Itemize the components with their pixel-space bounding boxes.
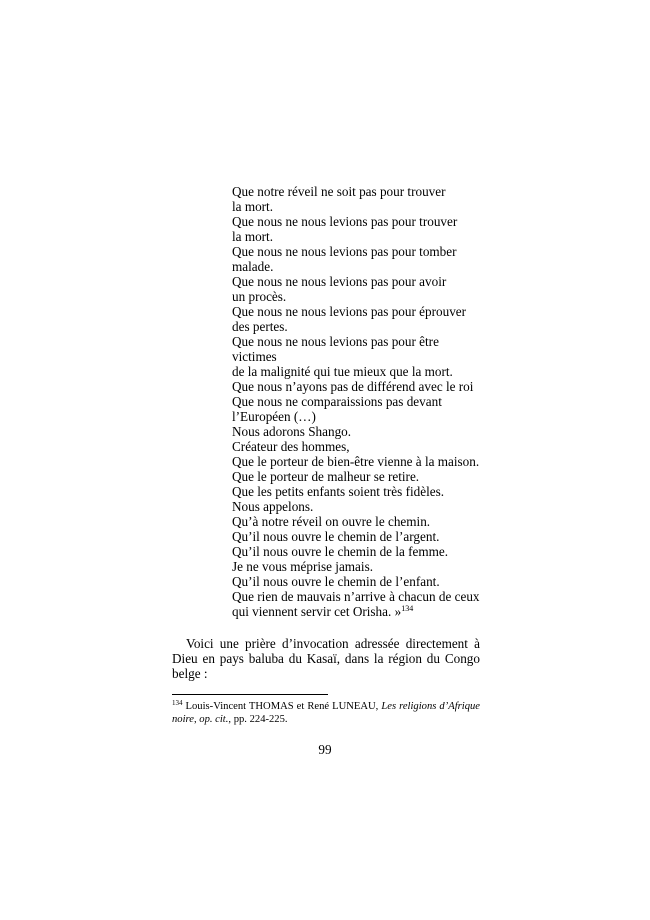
poem-line: Que nous ne nous levions pas pour être (232, 334, 439, 349)
footnote: $^{134}$ Louis-Vincent THOMAS et René LUNEAU, Les religions d’Afrique noire, op. cit., pp. 224-225. (172, 699, 480, 725)
poem-line: de la malignité qui tue mieux que la mort. (232, 364, 453, 379)
poem-line: Qu’à notre réveil on ouvre le chemin. (232, 514, 431, 529)
poem-line: Que le porteur de bien-être vienne à la maison. (232, 454, 480, 469)
footnote-op-cit: op. cit. (199, 714, 229, 725)
poem-line: Qu’il nous ouvre le chemin de l’enfant. (232, 574, 440, 589)
poem-line: la mort. (232, 229, 274, 244)
poem-line: victimes (232, 349, 277, 364)
footnote-author: Louis-Vincent THOMAS et René LUNEAU, (185, 701, 379, 712)
poem-line: Que rien de mauvais n’arrive à chacun de ceux (232, 589, 480, 604)
poem-line: Que nous ne nous levions pas pour avoir (232, 274, 447, 289)
poem-line: Que nous ne nous levions pas pour trouver (232, 214, 458, 229)
poem-line: des pertes. (232, 319, 288, 334)
poem-last-line (232, 604, 492, 619)
poem-line: Qu’il nous ouvre le chemin de la femme. (232, 544, 449, 559)
poem-line: Que nous n’ayons pas de différend avec le roi (232, 379, 474, 394)
footnote-number: 134 (172, 699, 183, 707)
poem-line: Créateur des hommes, (232, 439, 350, 454)
page-number: 99 (318, 742, 332, 757)
footnote-reference[interactable]: 134 (401, 604, 414, 613)
footnote-title: Les religions d’Afrique noire (172, 701, 480, 725)
poem-line: Qu’il nous ouvre le chemin de l’argent. (232, 529, 440, 544)
poem-line: Que notre réveil ne soit pas pour trouver (232, 184, 446, 199)
poem-line: Que nous ne nous levions pas pour éprouver (232, 304, 467, 319)
poem-line: malade. (232, 259, 274, 274)
footnote-separator (172, 694, 328, 695)
poem-line: Que le porteur de malheur se retire. (232, 469, 420, 484)
poem-line: un procès. (232, 289, 287, 304)
poem-line: Nous appelons. (232, 499, 314, 514)
poem-line: l’Européen (…) (232, 409, 316, 424)
poem-last-line-text: qui viennent servir cet Orisha. » (232, 604, 402, 619)
footnote-pages: pp. 224-225. (233, 714, 288, 725)
poem-line: Nous adorons Shango. (232, 424, 352, 439)
prayer-poem (232, 184, 492, 619)
poem-line: la mort. (232, 199, 274, 214)
poem-line: Je ne vous méprise jamais. (232, 559, 373, 574)
body-paragraph: Voici une prière d’invocation adressée directement à Dieu en pays baluba du Kasaï, dans la région du Congo belge : (172, 636, 480, 681)
poem-line: Que nous ne comparaissions pas devant (232, 394, 442, 409)
poem-line: Que les petits enfants soient très fidèles. (232, 484, 445, 499)
poem-line: Que nous ne nous levions pas pour tomber (232, 244, 457, 259)
